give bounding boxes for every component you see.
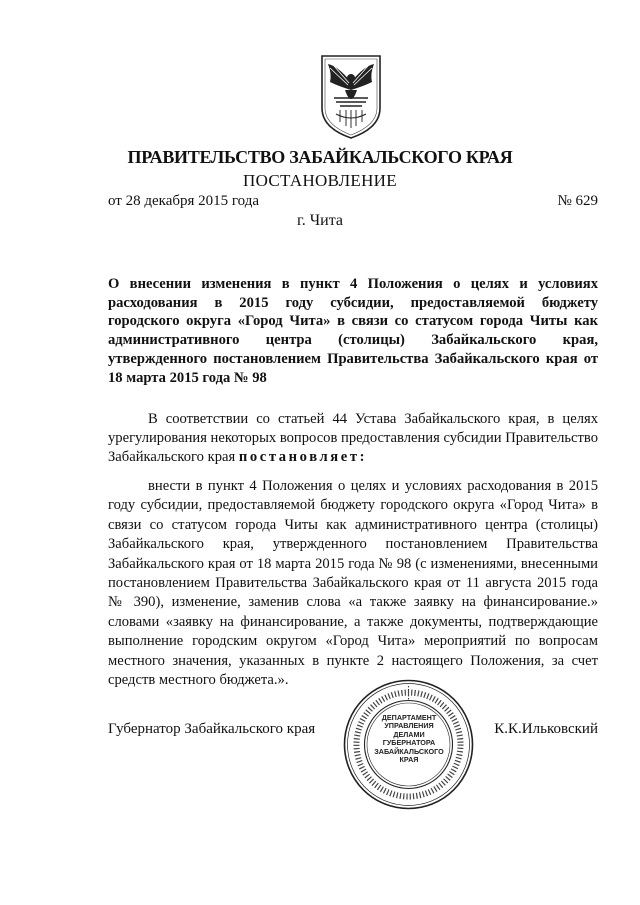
stamp-line: УПРАВЛЕНИЯ <box>384 721 434 731</box>
body-paragraph <box>108 477 598 690</box>
decree-word: постановляет: <box>238 448 368 465</box>
stamp-line: ГУБЕРНАТОРА <box>382 738 436 748</box>
stamp-line: ЗАБАЙКАЛЬСКОГО <box>374 746 444 756</box>
stamp-line: ДЕЛАМИ <box>393 729 425 739</box>
subject-line: административного центра (столицы) Забайкальского края, <box>108 332 598 349</box>
coat-of-arms-emblem <box>316 52 386 140</box>
signer-name: К.К.Ильковский <box>494 721 598 737</box>
stamp-line: КРАЯ <box>399 755 419 765</box>
subject-line: 18 марта 2015 года № 98 <box>108 369 267 386</box>
preamble-paragraph <box>108 410 598 466</box>
government-title: ПРАВИТЕЛЬСТВО ЗАБАЙКАЛЬСКОГО КРАЯ <box>127 147 513 167</box>
subject-line: городского округа «Город Чита» в связи со статусом города Читы как <box>108 313 598 330</box>
document-type: ПОСТАНОВЛЕНИЕ <box>243 171 397 190</box>
subject-line: О внесении изменения в пункт 4 Положения о целях и условиях <box>108 276 598 292</box>
signer-position: Губернатор Забайкальского края <box>108 721 316 737</box>
document-city: г. Чита <box>296 212 343 229</box>
subject-line: утвержденного постановлением Правительства Забайкальского края от <box>108 350 598 367</box>
stamp-inner-text <box>368 714 450 764</box>
preamble-text: В соответствии со статьей 44 Устава Забайкальского края, в целях урегулирования некоторых вопросов предоставления субсидии Правительство Забайкальского края <box>108 411 598 465</box>
stamp-line: ДЕПАРТАМЕНТ <box>381 713 437 722</box>
document-number: № 629 <box>557 193 598 209</box>
document-date: от 28 декабря 2015 года <box>108 193 260 209</box>
document-subject <box>108 275 598 387</box>
subject-line: расходования в 2015 году субсидии, предоставляемой бюджету <box>108 294 598 311</box>
body-text: внести в пункт 4 Положения о целях и условиях расходования в 2015 году субсидии, предоставляемой бюджету городского округа «Город Чита» в связи со статусом города Читы как административного центра (столицы) Забайкальского края, утвержденного постановлением Правительства Забайкальского края от 18 марта 2015 года № 98 (с изменениями, внесенными постановлением Правительства Забайкальского края от 11 августа 2015 года № 390), изменение, заменив слова «а также заявку на финансирование.» словами «заявку на финансирование, а также документы, подтверждающие выполнение городским округом «Город Чита» мероприятий по вопросам местного значения, указанных в пункте 2 настоящего Положения, за счет средств местного бюджета.». <box>108 478 598 689</box>
